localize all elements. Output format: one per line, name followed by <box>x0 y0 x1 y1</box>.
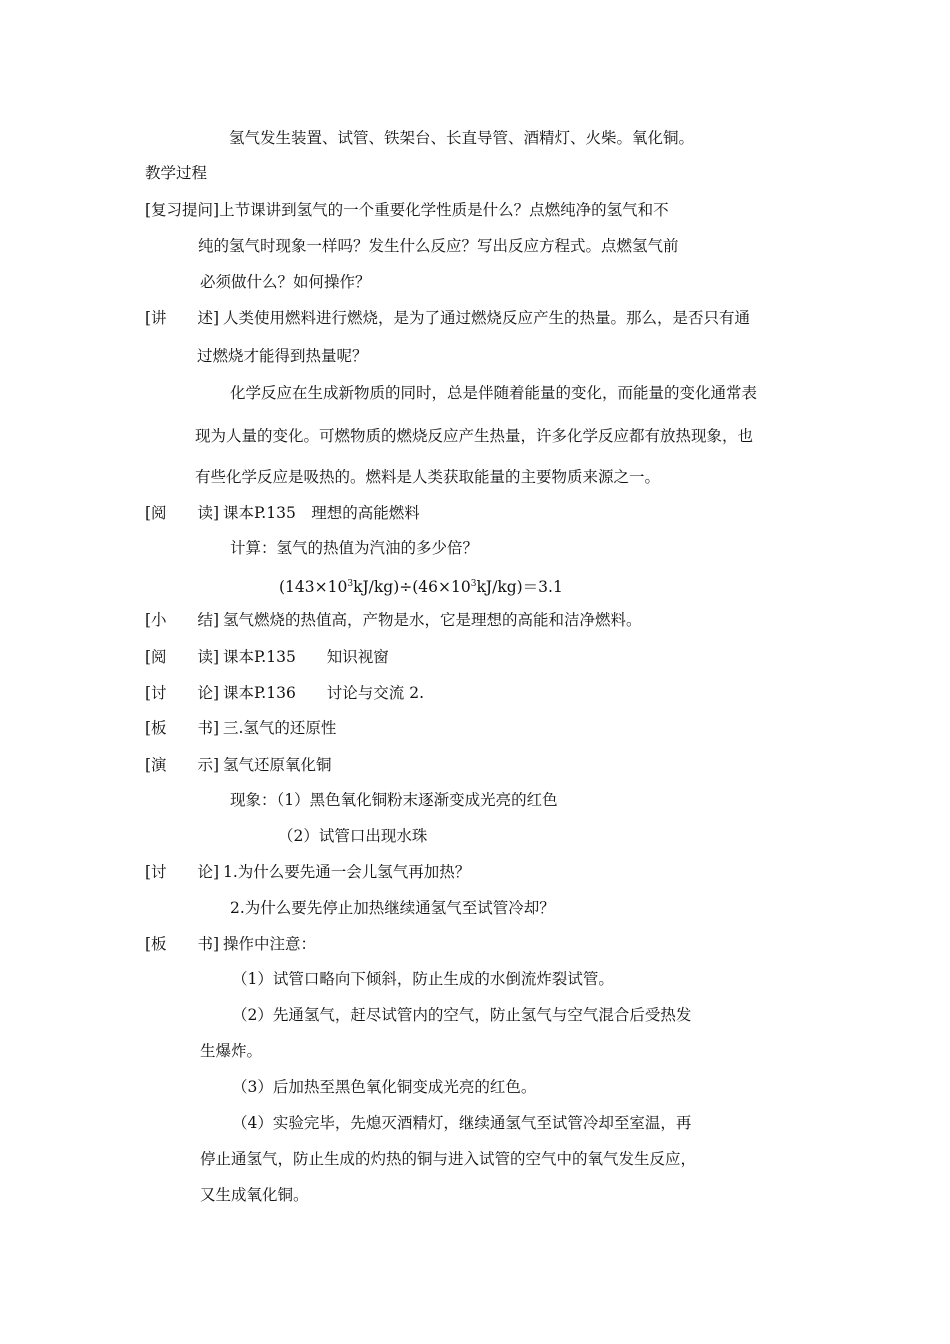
board-tag-2: [板 书] <box>145 935 220 953</box>
calc-part-3: kJ/kg)＝3.1 <box>476 578 563 597</box>
note-4-line-3: 又生成氧化铜。 <box>200 1186 309 1204</box>
demo-block <box>145 755 332 775</box>
narrate-line-1: 人类使用燃料进行燃烧，是为了通过燃烧反应产生的热量。那么，是否只有通 <box>223 309 751 327</box>
read-tag-1: [阅 读] <box>145 504 220 522</box>
note-3: （3）后加热至黑色氧化铜变成光亮的红色。 <box>232 1078 537 1096</box>
calc-question: 计算：氢气的热值为汽油的多少倍？ <box>230 539 479 557</box>
discuss-tag-2: [讨 论] <box>145 863 220 881</box>
board-block-2 <box>145 934 316 954</box>
narrate-tag: [讲 述] <box>145 309 220 327</box>
materials-line: 氢气发生装置、试管、铁架台、长直导管、酒精灯、火柴。氧化铜。 <box>229 129 695 147</box>
review-line-2: 纯的氢气时现象一样吗？发生什么反应？写出反应方程式。点燃氢气前 <box>198 237 679 255</box>
discuss-tag-1: [讨 论] <box>145 684 220 702</box>
read-block-1 <box>145 503 420 523</box>
narrate-line-5: 有些化学反应是吸热的。燃料是人类获取能量的主要物质来源之一。 <box>195 468 661 486</box>
discuss-block-2 <box>145 862 470 882</box>
narrate-line-4: 现为人量的变化。可燃物质的燃烧反应产生热量，许多化学反应都有放热现象，也 <box>195 427 754 445</box>
review-question <box>145 200 669 220</box>
narrate-line-2: 过燃烧才能得到热量呢？ <box>197 347 368 365</box>
summary-block <box>145 610 642 630</box>
narrate-line-3: 化学反应在生成新物质的同时，总是伴随着能量的变化，而能量的变化通常表 <box>230 384 758 402</box>
narrate-block <box>145 308 750 328</box>
note-4-line-1: （4）实验完毕，先熄灭酒精灯，继续通氢气至试管冷却至室温，再 <box>232 1114 692 1132</box>
summary-tag: [小 结] <box>145 611 220 629</box>
board-text-2: 操作中注意： <box>223 935 317 953</box>
read-text-2: 课本P.135 知识视窗 <box>223 648 389 666</box>
board-block-1 <box>145 718 336 738</box>
section-title: 教学过程 <box>145 164 208 182</box>
summary-text: 氢气燃烧的热值高，产物是水，它是理想的高能和洁净燃料。 <box>223 611 642 629</box>
phenomenon-1: 现象：（1）黑色氧化铜粉末逐渐变成光亮的红色 <box>230 791 558 809</box>
calc-exp-2: 3 <box>470 579 477 589</box>
demo-text: 氢气还原氧化铜 <box>223 756 332 774</box>
discuss-question-2: 2.为什么要先停止加热继续通氢气至试管冷却？ <box>230 899 555 917</box>
review-line-1: 上节课讲到氢气的一个重要化学性质是什么？点燃纯净的氢气和不 <box>219 201 669 219</box>
discuss-block-1 <box>145 683 424 703</box>
discuss-question-1: 1.为什么要先通一会儿氢气再加热？ <box>223 863 471 881</box>
calc-answer <box>279 574 563 597</box>
note-4-line-2: 停止通氢气，防止生成的灼热的铜与进入试管的空气中的氧气发生反应， <box>200 1150 697 1168</box>
read-text-1: 课本P.135 理想的高能燃料 <box>223 504 420 522</box>
read-block-2 <box>145 647 389 667</box>
note-2-line-2: 生爆炸。 <box>200 1042 263 1060</box>
board-tag-1: [板 书] <box>145 719 220 737</box>
note-2-line-1: （2）先通氢气，赶尽试管内的空气，防止氢气与空气混合后受热发 <box>232 1006 692 1024</box>
board-text-1: 三.氢气的还原性 <box>223 719 337 737</box>
review-tag: [复习提问] <box>145 201 220 219</box>
calc-exp-1: 3 <box>347 579 354 589</box>
calc-part-1: (143×10 <box>279 578 348 597</box>
calc-part-2: kJ/kg)÷(46×10 <box>353 578 471 597</box>
note-1: （1）试管口略向下倾斜，防止生成的水倒流炸裂试管。 <box>232 970 614 988</box>
phenomenon-2: （2）试管口出现水珠 <box>278 827 428 845</box>
discuss-text-1: 课本P.136 讨论与交流 2. <box>223 684 425 702</box>
read-tag-2: [阅 读] <box>145 648 220 666</box>
demo-tag: [演 示] <box>145 756 220 774</box>
review-line-3: 必须做什么？如何操作？ <box>200 273 371 291</box>
